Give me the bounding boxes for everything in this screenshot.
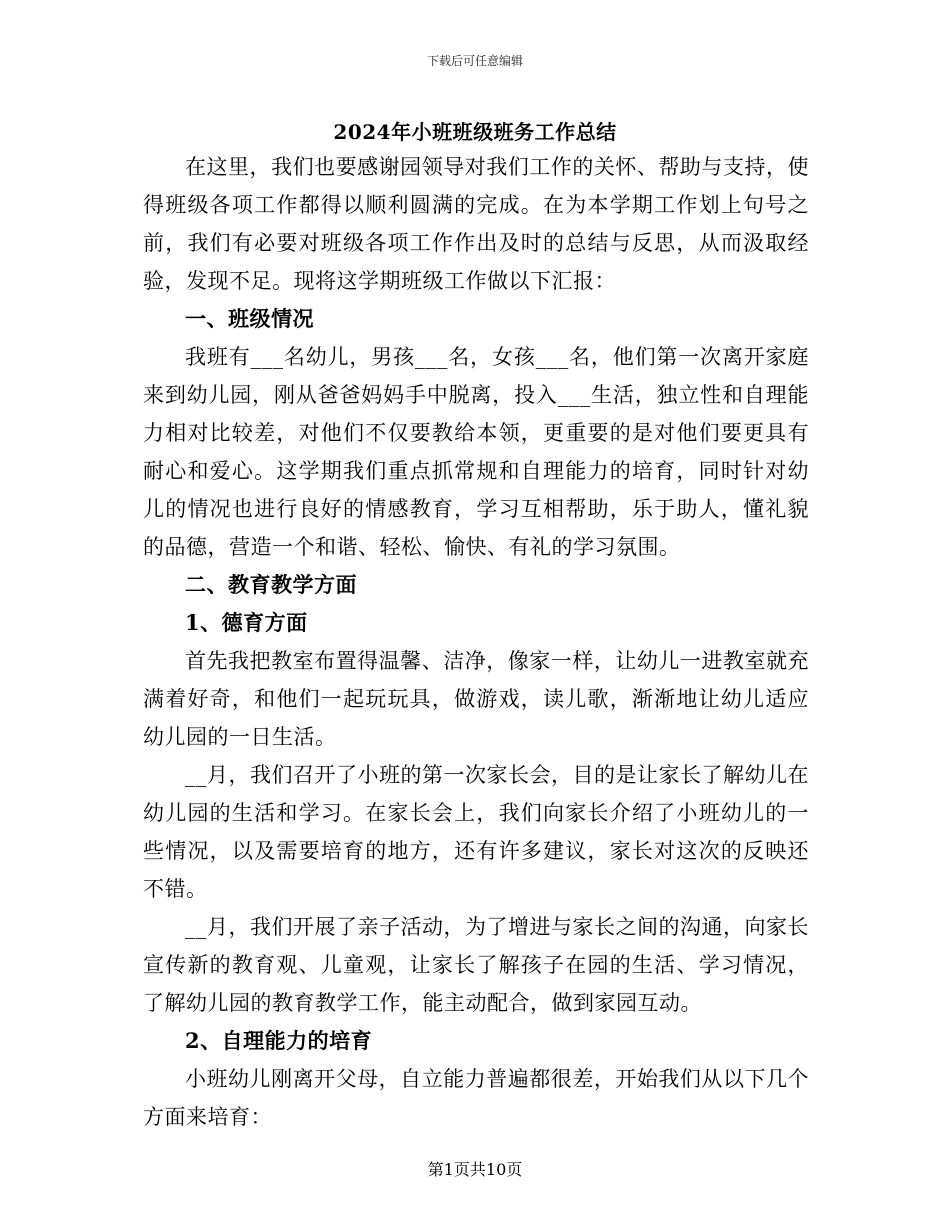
page-header: 下载后可任意编辑 — [426, 54, 523, 68]
document-body — [143, 148, 809, 1136]
section-heading-education: 二、教育教学方面 — [185, 572, 357, 597]
class-info-paragraph: 我班有___名幼儿，男孩___名，女孩___名，他们第一次离开家庭来到幼儿园，刚从爸爸妈妈手中脱离，投入___生活，独立性和自理能力相对比较差，对他们不仅要教给本领，更重要的是对他们要更具有耐心和爱心。这学期我们重点抓常规和自理能力的培育，同时针对幼儿的情况也进行良好的情感教育，学习互相帮助，乐于助人，懂礼貌的品德，营造一个和谐、轻松、愉快、有礼的学习氛围。 — [143, 345, 809, 559]
document-title: 2024年小班班级班务工作总结 — [333, 120, 617, 144]
subsection-heading-selfcare: 2、自理能力的培育 — [185, 1028, 373, 1053]
page-footer: 第1页共10页 — [427, 1160, 523, 1179]
moral-paragraph-3: __月，我们开展了亲子活动，为了增进与家长之间的沟通，向家长宣传新的教育观、儿童观，让家长了解孩子在园的生活、学习情况，了解幼儿园的教育教学工作，能主动配合，做到家园互动。 — [143, 915, 809, 1015]
moral-paragraph-2: __月，我们召开了小班的第一次家长会，目的是让家长了解幼儿在幼儿园的生活和学习。在家长会上，我们向家长介绍了小班幼儿的一些情况，以及需要培育的地方，还有许多建议，家长对这次的反映还不错。 — [143, 763, 809, 901]
selfcare-paragraph: 小班幼儿刚离开父母，自立能力普遍都很差，开始我们从以下几个方面来培育： — [143, 1067, 809, 1129]
intro-paragraph: 在这里，我们也要感谢园领导对我们工作的关怀、帮助与支持，使得班级各项工作都得以顺利圆满的完成。在为本学期工作划上句号之前，我们有必要对班级各项工作作出及时的总结与反思，从而汲取经验，发现不足。现将这学期班级工作做以下汇报： — [143, 155, 809, 293]
subsection-heading-moral: 1、德育方面 — [185, 610, 308, 635]
section-heading-class-info: 一、班级情况 — [185, 306, 314, 331]
moral-paragraph-1: 首先我把教室布置得温馨、洁净，像家一样，让幼儿一进教室就充满着好奇，和他们一起玩玩具，做游戏，读儿歌，渐渐地让幼儿适应幼儿园的一日生活。 — [143, 649, 809, 749]
